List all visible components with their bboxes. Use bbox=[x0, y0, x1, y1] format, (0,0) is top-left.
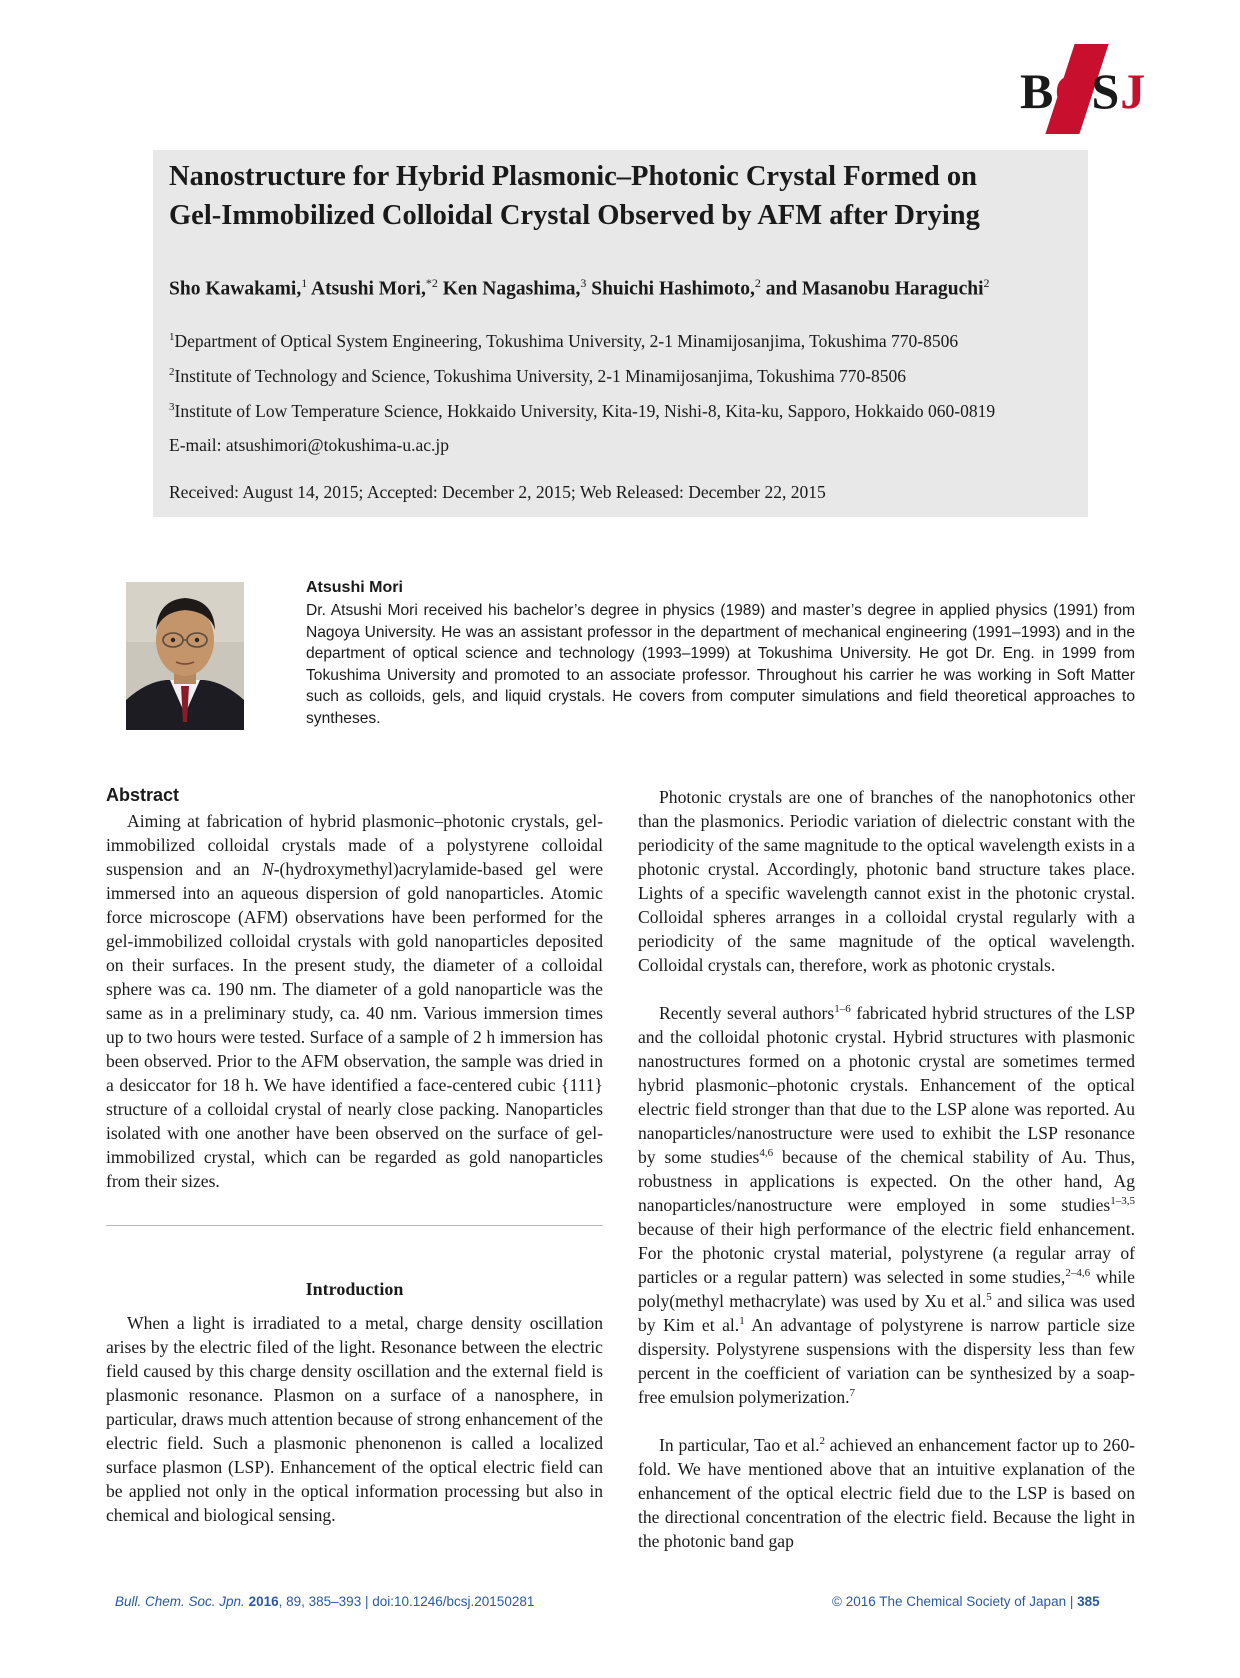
author: Sho Kawakami, bbox=[169, 278, 302, 300]
affiliation-3: $^3$Institute of Low Temperature Science, Hokkaido University, Kita-19, Nishi-8, Kita-ku, Sapporo, Hokkaido 060-0819 bbox=[169, 401, 996, 421]
affiliation-1: $^1$Department of Optical System Engineering, Tokushima University, 2-1 Minamijosanjima, Tokushima 770-8506 bbox=[169, 331, 959, 351]
body-paragraph-3: In particular, Tao et al.$^2$ achieved an enhancement factor up to 260-fold. We have mentioned above that an intuitive explanation of the enhancement of the optical electric field due to the LSP is based on the directional concentration of the electric field. Because the light in the photonic band gap bbox=[638, 1435, 1136, 1551]
abstract-text: Aiming at fabrication of hybrid plasmonic–photonic crystals, gel-immobilized colloidal crystals made of a polystyrene colloidal suspension and an N-(hydroxymethyl)acrylamide-based gel were immersed into an aqueous dispersion of gold nanoparticles. Atomic force microscope (AFM) observations have been performed for the gel-immobilized colloidal crystals with gold nanoparticles deposited on their surfaces. In the present study, the diameter of a colloidal sphere was ca. 190 nm. The diameter of a gold nanoparticle was the same as in a preliminary study, ca. 40 nm. Various immersion times up to two hours were tested. Surface of a sample of 2 h immersion has been observed. Prior to the AFM observation, the sample was dried in a desiccator for 18 h. We have identified a face-centered cubic {111} structure of a colloidal crystal of nearly close packing. Nanoparticles isolated with one another have been observed on the surface of gel-immobilized crystal, which can be regarded as gold nanoparticles from their sizes. bbox=[106, 811, 603, 1191]
footer-copyright: © 2016 The Chemical Society of Japan | 385 bbox=[832, 1594, 1100, 1609]
author: Ken Nagashima, bbox=[442, 278, 581, 300]
page-number: 385 bbox=[1077, 1594, 1100, 1609]
bio-name: Atsushi Mori bbox=[306, 579, 403, 596]
body-paragraph-1: Photonic crystals are one of branches of the nanophotonics other than the plasmonics. Periodic variation of dielectric constant with the periodicity of the same magnitude to the optical wavelength exists in a photonic crystal. Accordingly, photonic band structure takes place. Lights of a specific wavelength cannot exist in the photonic crystal. Colloidal spheres arranges in a colloidal crystal regularly with a periodicity of the same magnitude of the optical wavelength. Colloidal crystals can, therefore, work as photonic crystals. bbox=[638, 787, 1135, 975]
article-title: Nanostructure for Hybrid Plasmonic–Photonic Crystal Formed on Gel-Immobilized Colloidal Crystal Observed by AFM after Drying bbox=[169, 161, 980, 231]
author: Atsushi Mori, bbox=[311, 278, 426, 300]
author: Shuichi Hashimoto, bbox=[591, 278, 755, 300]
body-paragraph-2: Recently several authors$^{1-6}$ fabricated hybrid structures of the LSP and the colloidal photonic crystal. Hybrid structures with plasmonic nanostructures formed on a photonic crystal are sometimes termed hybrid plasmonic–photonic crystals. Enhancement of the optical electric field stronger than that due to the LSP alone was reported. Au nanoparticles/nanostructure were used to exhibit the LSP resonance by some studies$^{4,6}$ because of the chemical stability of Au. Thus, robustness in applications is expected. On the other hand, Ag nanoparticles/nanostructure were employed in some studies$^{1-3,5}$ because of their high performance of the electric field enhancement. For the photonic crystal material, polystyrene (a regular array of particles or a regular pattern) was selected in some studies,$^{2-4,6}$ while poly(methyl methacrylate) was used by Xu et al.$^5$ and silica was used by Kim et al.$^1$ An advantage of polystyrene is narrow particle size dispersity. Polystyrene suspensions with the dispersity less than few percent in the coefficient of variation can be synthesized by a soap-free emulsion polymerization.$^7$ bbox=[638, 1003, 1135, 1407]
author-list: Sho Kawakami,$^1$ Atsushi Mori,$^{*2}$ Ken Nagashima,$^3$ Shuichi Hashimoto,$^2$ and Masanobu Haraguchi$^2$ bbox=[169, 276, 990, 300]
abstract-heading: Abstract bbox=[106, 785, 180, 805]
logo-text: BCSJ bbox=[1020, 63, 1147, 119]
introduction-paragraph: When a light is irradiated to a metal, charge density oscillation arises by the electric filed of the light. Resonance between the electric field caused by this charge density oscillation and the external field is plasmonic resonance. Plasmon on a surface of a nanosphere, in particular, draws much attention because of strong enhancement of the electric field. Such a plasmonic phenonenon is called a localized surface plasmon (LSP). Enhancement of the optical electric field can be applied not only in the optical information processing but also in chemical and biological sensing. bbox=[106, 1313, 603, 1525]
bio-text: Dr. Atsushi Mori received his bachelor’s degree in physics (1989) and master’s degree in applied physics (1991) from Nagoya University. He was an assistant professor in the department of mechanical engineering (1991–1993) and in the department of optical science and technology (1993–1999) at Tokushima University. He got Dr. Eng. in 1999 from Tokushima University and promoted to an associate professor. Throughout his carrier he was working in Soft Matter such as colloids, gels, and liquid crystals. He covers from computer simulations and field theoretical approaches to syntheses. bbox=[306, 602, 1135, 727]
footer-citation[interactable]: Bull. Chem. Soc. Jpn. 2016, 89, 385–393 | doi:10.1246/bcsj.20150281 bbox=[115, 1594, 535, 1609]
author-photo bbox=[126, 582, 244, 730]
section-divider bbox=[106, 1225, 603, 1226]
author: and Masanobu Haraguchi bbox=[765, 278, 984, 300]
affiliation-2: $^2$Institute of Technology and Science, Tokushima University, 2-1 Minamijosanjima, Tokushima 770-8506 bbox=[169, 366, 907, 386]
publication-dates: Received: August 14, 2015; Accepted: December 2, 2015; Web Released: December 22, 2015 bbox=[169, 482, 826, 502]
email[interactable]: E-mail: atsushimori@tokushima-u.ac.jp bbox=[169, 435, 450, 455]
bcsj-logo bbox=[1020, 40, 1147, 130]
introduction-heading: Introduction bbox=[305, 1279, 404, 1299]
